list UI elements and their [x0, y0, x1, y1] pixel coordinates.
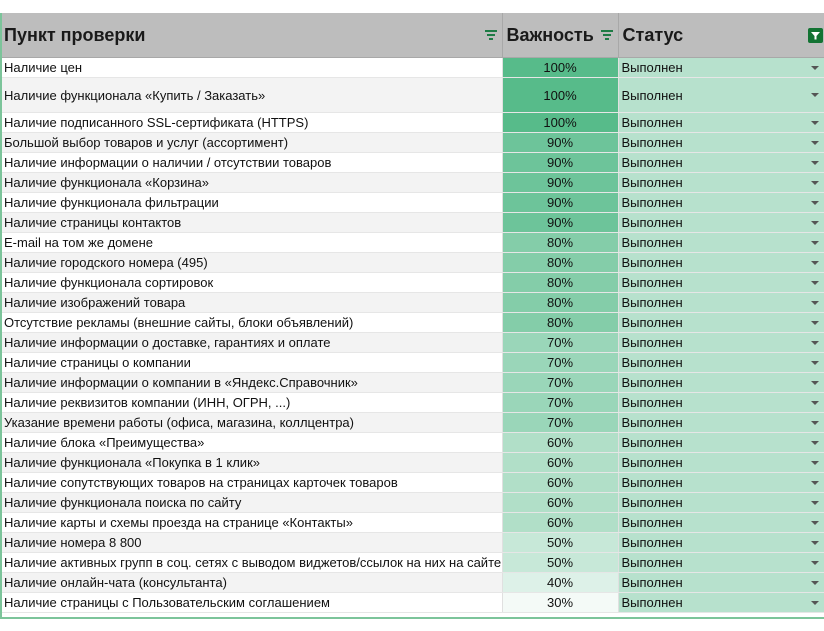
status-value: Выполнен [621, 255, 683, 270]
dropdown-arrow-icon[interactable] [811, 501, 819, 505]
dropdown-arrow-icon[interactable] [811, 541, 819, 545]
status-dropdown[interactable] [618, 333, 824, 353]
status-dropdown[interactable] [618, 493, 824, 513]
table-row [0, 233, 824, 253]
dropdown-arrow-icon[interactable] [811, 561, 819, 565]
dropdown-arrow-icon[interactable] [811, 181, 819, 185]
status-value: Выполнен [621, 60, 683, 75]
status-dropdown[interactable] [618, 393, 824, 413]
selection-border-bottom [0, 617, 824, 619]
status-value: Выполнен [621, 355, 683, 370]
table-row [0, 553, 824, 573]
check-cell[interactable]: Наличие функционала «Купить / Заказать» [0, 78, 502, 113]
check-cell[interactable]: Наличие страницы контактов [0, 213, 502, 233]
importance-cell[interactable]: 60% [502, 433, 618, 453]
status-dropdown[interactable] [618, 573, 824, 593]
importance-cell[interactable]: 70% [502, 413, 618, 433]
importance-cell[interactable]: 80% [502, 293, 618, 313]
status-value: Выполнен [621, 175, 683, 190]
status-value: Выполнен [621, 535, 683, 550]
status-value: Выполнен [621, 235, 683, 250]
table-row [0, 193, 824, 213]
importance-cell[interactable]: 90% [502, 193, 618, 213]
status-value: Выполнен [621, 215, 683, 230]
status-dropdown[interactable] [618, 413, 824, 433]
dropdown-arrow-icon[interactable] [811, 321, 819, 325]
status-value: Выполнен [621, 555, 683, 570]
dropdown-arrow-icon[interactable] [811, 121, 819, 125]
table-row [0, 493, 824, 513]
dropdown-arrow-icon[interactable] [811, 361, 819, 365]
status-value: Выполнен [621, 115, 683, 130]
check-cell[interactable]: Наличие информации о доставке, гарантиях и оплате [0, 333, 502, 353]
check-cell[interactable]: Наличие реквизитов компании (ИНН, ОГРН, ...) [0, 393, 502, 413]
dropdown-arrow-icon[interactable] [811, 66, 819, 70]
check-cell[interactable]: Наличие блока «Преимущества» [0, 433, 502, 453]
table-row [0, 573, 824, 593]
dropdown-arrow-icon[interactable] [811, 401, 819, 405]
table-row [0, 433, 824, 453]
status-value: Выполнен [621, 155, 683, 170]
table-row [0, 393, 824, 413]
status-value: Выполнен [621, 335, 683, 350]
status-dropdown[interactable] [618, 173, 824, 193]
status-value: Выполнен [621, 495, 683, 510]
importance-cell[interactable]: 60% [502, 453, 618, 473]
dropdown-arrow-icon[interactable] [811, 93, 819, 97]
check-cell[interactable]: Наличие страницы о компании [0, 353, 502, 373]
status-dropdown[interactable] [618, 313, 824, 333]
status-dropdown[interactable] [618, 113, 824, 133]
status-value: Выполнен [621, 195, 683, 210]
check-cell[interactable]: Наличие городского номера (495) [0, 253, 502, 273]
check-cell[interactable]: E-mail на том же домене [0, 233, 502, 253]
check-cell[interactable]: Наличие сопутствующих товаров на страницах карточек товаров [0, 473, 502, 493]
status-value: Выполнен [621, 575, 683, 590]
importance-cell[interactable]: 100% [502, 78, 618, 113]
table-row [0, 513, 824, 533]
importance-cell[interactable]: 80% [502, 253, 618, 273]
dropdown-arrow-icon[interactable] [811, 221, 819, 225]
importance-cell[interactable]: 100% [502, 113, 618, 133]
status-dropdown[interactable] [618, 293, 824, 313]
check-cell[interactable]: Отсутствие рекламы (внешние сайты, блоки объявлений) [0, 313, 502, 333]
status-value: Выполнен [621, 135, 683, 150]
active-filter-icon[interactable] [808, 28, 823, 43]
check-cell[interactable]: Наличие функционала фильтрации [0, 193, 502, 213]
dropdown-arrow-icon[interactable] [811, 441, 819, 445]
table-row [0, 293, 824, 313]
table-row [0, 253, 824, 273]
status-value: Выполнен [621, 315, 683, 330]
table-row [0, 213, 824, 233]
status-dropdown[interactable] [618, 453, 824, 473]
status-value: Выполнен [621, 375, 683, 390]
check-cell[interactable]: Наличие изображений товара [0, 293, 502, 313]
check-cell[interactable]: Наличие подписанного SSL-сертификата (HTTPS) [0, 113, 502, 133]
table-row [0, 173, 824, 193]
status-dropdown[interactable] [618, 273, 824, 293]
status-dropdown[interactable] [618, 58, 824, 78]
status-value: Выполнен [621, 595, 683, 610]
check-cell[interactable]: Указание времени работы (офиса, магазина, коллцентра) [0, 413, 502, 433]
importance-cell[interactable]: 50% [502, 533, 618, 553]
dropdown-arrow-icon[interactable] [811, 201, 819, 205]
importance-cell[interactable]: 70% [502, 393, 618, 413]
table-row [0, 373, 824, 393]
importance-cell[interactable]: 60% [502, 493, 618, 513]
filter-icon[interactable] [601, 30, 613, 40]
dropdown-arrow-icon[interactable] [811, 601, 819, 605]
header-status [618, 13, 824, 58]
status-value: Выполнен [621, 455, 683, 470]
status-dropdown[interactable] [618, 213, 824, 233]
check-cell[interactable]: Наличие номера 8 800 [0, 533, 502, 553]
status-dropdown[interactable] [618, 233, 824, 253]
importance-cell[interactable]: 70% [502, 353, 618, 373]
check-cell[interactable]: Наличие активных групп в соц. сетях с выводом виджетов/ссылок на них на сайте [0, 553, 502, 573]
dropdown-arrow-icon[interactable] [811, 341, 819, 345]
check-cell[interactable]: Наличие функционала «Покупка в 1 клик» [0, 453, 502, 473]
importance-cell[interactable]: 60% [502, 473, 618, 493]
importance-cell[interactable]: 70% [502, 373, 618, 393]
status-dropdown[interactable] [618, 593, 824, 613]
table-row [0, 113, 824, 133]
table-row [0, 353, 824, 373]
check-cell[interactable]: Наличие функционала поиска по сайту [0, 493, 502, 513]
status-dropdown[interactable] [618, 473, 824, 493]
status-dropdown[interactable] [618, 193, 824, 213]
table-row [0, 313, 824, 333]
importance-cell[interactable]: 100% [502, 58, 618, 78]
status-dropdown[interactable] [618, 433, 824, 453]
dropdown-arrow-icon[interactable] [811, 521, 819, 525]
dropdown-arrow-icon[interactable] [811, 421, 819, 425]
importance-cell[interactable]: 60% [502, 513, 618, 533]
header-check-label: Пункт проверки [4, 25, 146, 45]
importance-cell[interactable]: 80% [502, 233, 618, 253]
importance-cell[interactable]: 90% [502, 213, 618, 233]
status-value: Выполнен [621, 475, 683, 490]
header-importance [502, 13, 618, 58]
header-check [0, 13, 502, 58]
dropdown-arrow-icon[interactable] [811, 281, 819, 285]
dropdown-arrow-icon[interactable] [811, 261, 819, 265]
status-dropdown[interactable] [618, 78, 824, 113]
importance-cell[interactable]: 70% [502, 333, 618, 353]
header-status-label: Статус [622, 25, 684, 45]
status-dropdown[interactable] [618, 373, 824, 393]
status-value: Выполнен [621, 87, 683, 103]
table-row [0, 333, 824, 353]
table-row [0, 533, 824, 553]
filter-icon[interactable] [485, 30, 497, 40]
selection-border-left [0, 13, 2, 618]
status-value: Выполнен [621, 395, 683, 410]
header-row [0, 13, 824, 58]
table-row [0, 473, 824, 493]
status-value: Выполнен [621, 415, 683, 430]
status-dropdown[interactable] [618, 153, 824, 173]
dropdown-arrow-icon[interactable] [811, 241, 819, 245]
importance-cell[interactable]: 30% [502, 593, 618, 613]
table-row [0, 58, 824, 78]
table-row [0, 453, 824, 473]
dropdown-arrow-icon[interactable] [811, 141, 819, 145]
check-cell[interactable]: Наличие карты и схемы проезда на странице «Контакты» [0, 513, 502, 533]
dropdown-arrow-icon[interactable] [811, 461, 819, 465]
header-importance-label: Важность [506, 25, 594, 45]
importance-cell[interactable]: 90% [502, 153, 618, 173]
table-row [0, 78, 824, 113]
importance-cell[interactable]: 50% [502, 553, 618, 573]
status-value: Выполнен [621, 515, 683, 530]
dropdown-arrow-icon[interactable] [811, 381, 819, 385]
check-cell[interactable]: Наличие цен [0, 58, 502, 78]
dropdown-arrow-icon[interactable] [811, 161, 819, 165]
status-dropdown[interactable] [618, 253, 824, 273]
check-cell[interactable]: Наличие страницы с Пользовательским соглашением [0, 593, 502, 613]
status-value: Выполнен [621, 295, 683, 310]
check-cell[interactable]: Наличие информации о компании в «Яндекс.Справочник» [0, 373, 502, 393]
importance-cell[interactable]: 80% [502, 313, 618, 333]
status-dropdown[interactable] [618, 133, 824, 153]
table-row [0, 593, 824, 613]
check-cell[interactable]: Наличие функционала сортировок [0, 273, 502, 293]
check-cell[interactable]: Наличие функционала «Корзина» [0, 173, 502, 193]
table-row [0, 413, 824, 433]
importance-cell[interactable]: 90% [502, 173, 618, 193]
dropdown-arrow-icon[interactable] [811, 481, 819, 485]
status-dropdown[interactable] [618, 533, 824, 553]
table-row [0, 133, 824, 153]
check-cell[interactable]: Большой выбор товаров и услуг (ассортимент) [0, 133, 502, 153]
checklist-table [0, 13, 824, 613]
status-value: Выполнен [621, 435, 683, 450]
status-dropdown[interactable] [618, 553, 824, 573]
importance-cell[interactable]: 40% [502, 573, 618, 593]
table-row [0, 153, 824, 173]
status-dropdown[interactable] [618, 353, 824, 373]
table-row [0, 273, 824, 293]
dropdown-arrow-icon[interactable] [811, 301, 819, 305]
status-value: Выполнен [621, 275, 683, 290]
check-cell[interactable]: Наличие информации о наличии / отсутствии товаров [0, 153, 502, 173]
importance-cell[interactable]: 90% [502, 133, 618, 153]
check-cell[interactable]: Наличие онлайн-чата (консультанта) [0, 573, 502, 593]
importance-cell[interactable]: 80% [502, 273, 618, 293]
dropdown-arrow-icon[interactable] [811, 581, 819, 585]
status-dropdown[interactable] [618, 513, 824, 533]
